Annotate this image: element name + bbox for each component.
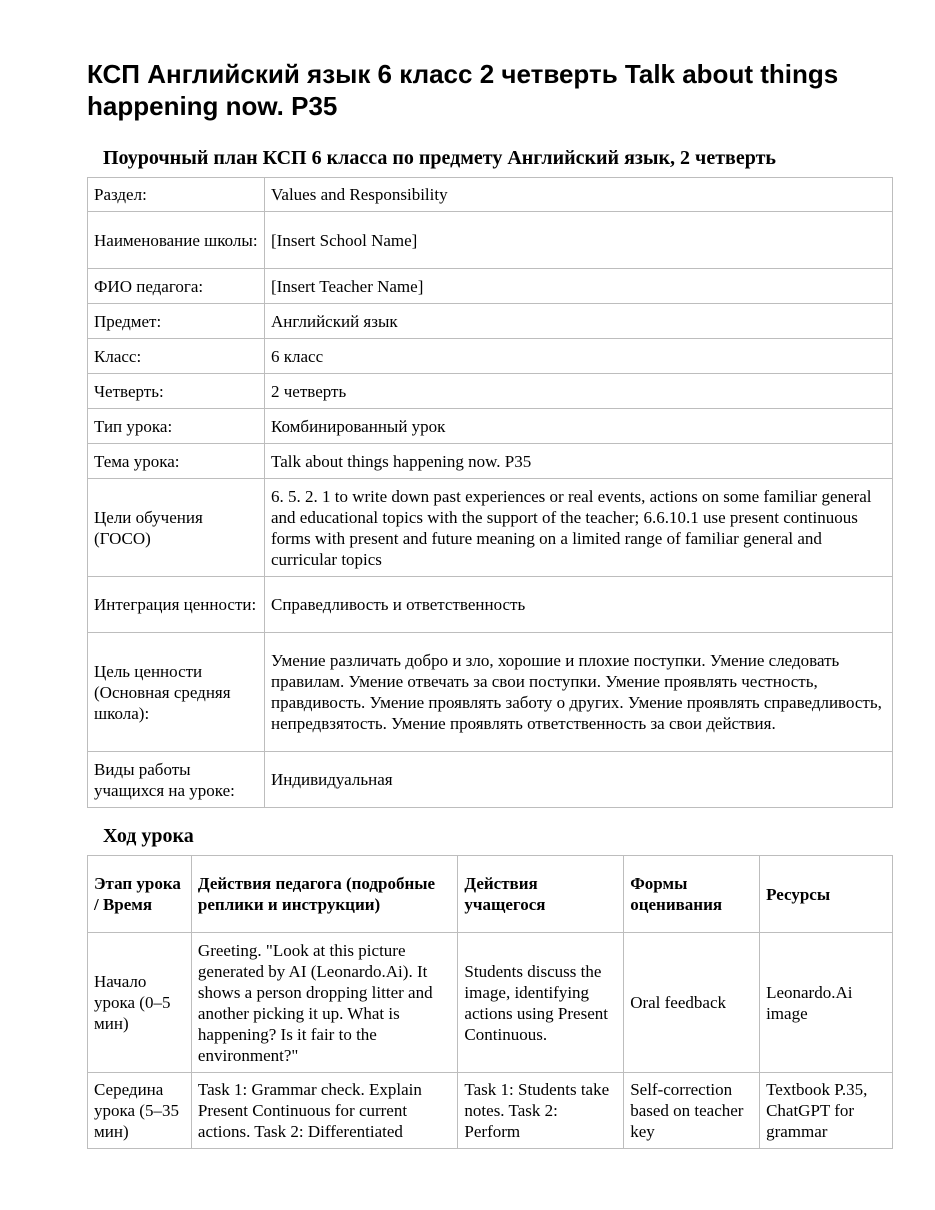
info-label: Тип урока: [88, 409, 265, 444]
info-value: [Insert Teacher Name] [265, 269, 893, 304]
table-row [88, 374, 893, 409]
info-value: Talk about things happening now. P35 [265, 444, 893, 479]
info-label: Предмет: [88, 304, 265, 339]
table-row [88, 269, 893, 304]
column-header-assessment: Формы оценивания [624, 856, 760, 933]
table-row [88, 212, 893, 269]
info-value: Values and Responsibility [265, 178, 893, 212]
table-row [88, 633, 893, 752]
stage-cell: Середина урока (5–35 мин) [88, 1073, 192, 1149]
page-title: КСП Английский язык 6 класс 2 четверть Talk about things happening now. P35 [87, 59, 839, 121]
table-row [88, 479, 893, 577]
teacher-actions-cell: Task 1: Grammar check. Explain Present Continuous for current actions. Task 2: Differentiated [191, 1073, 458, 1149]
info-label: Интеграция ценности: [88, 577, 265, 633]
info-value: Комбинированный урок [265, 409, 893, 444]
info-value: 6. 5. 2. 1 to write down past experiences or real events, actions on some familiar general and educational topics with the support of the teacher; 6.6.10.1 use present continuous forms with present and future meaning on a limited range of familiar general and curricular topics [265, 479, 893, 577]
table-row [88, 339, 893, 374]
column-header-teacher-actions: Действия педагога (подробные реплики и инструкции) [191, 856, 458, 933]
table-row [88, 577, 893, 633]
info-value: Индивидуальная [265, 752, 893, 808]
document-page [87, 58, 893, 1149]
student-actions-cell: Students discuss the image, identifying actions using Present Continuous. [458, 933, 624, 1073]
info-value: 6 класс [265, 339, 893, 374]
column-header-stage: Этап урока / Время [88, 856, 192, 933]
table-row [88, 1073, 893, 1149]
info-label: Наименование школы: [88, 212, 265, 269]
info-value: Умение различать добро и зло, хорошие и плохие поступки. Умение следовать правилам. Умение отвечать за свои поступки. Умение проявлять честность, правдивость. Умение проявлять заботу о других. Умение проявлять справедливость, непредвзятость. Умение проявлять ответственность за свои действия. [265, 633, 893, 752]
plan-heading: Поурочный план КСП 6 класса по предмету Английский язык, 2 четверть [103, 147, 776, 169]
info-label: Четверть: [88, 374, 265, 409]
info-label: Класс: [88, 339, 265, 374]
info-label: Виды работы учащихся на уроке: [88, 752, 265, 808]
assessment-cell: Self-correction based on teacher key [624, 1073, 760, 1149]
info-label: Тема урока: [88, 444, 265, 479]
lesson-flow-heading: Ход урока [103, 825, 194, 847]
info-value: Английский язык [265, 304, 893, 339]
info-label: Цель ценности (Основная средняя школа): [88, 633, 265, 752]
table-row [88, 409, 893, 444]
table-header-row [88, 856, 893, 933]
table-row [88, 178, 893, 212]
resources-cell: Leonardo.Ai image [760, 933, 893, 1073]
table-row [88, 752, 893, 808]
info-value: Справедливость и ответственность [265, 577, 893, 633]
info-label: ФИО педагога: [88, 269, 265, 304]
info-value: [Insert School Name] [265, 212, 893, 269]
table-row [88, 304, 893, 339]
info-value: 2 четверть [265, 374, 893, 409]
resources-cell: Textbook P.35, ChatGPT for grammar [760, 1073, 893, 1149]
info-label: Раздел: [88, 178, 265, 212]
column-header-resources: Ресурсы [760, 856, 893, 933]
lesson-flow-table [87, 855, 893, 1149]
assessment-cell: Oral feedback [624, 933, 760, 1073]
table-row [88, 444, 893, 479]
lesson-info-table [87, 177, 893, 808]
stage-cell: Начало урока (0–5 мин) [88, 933, 192, 1073]
column-header-student-actions: Действия учащегося [458, 856, 624, 933]
info-label: Цели обучения (ГОСО) [88, 479, 265, 577]
student-actions-cell: Task 1: Students take notes. Task 2: Perform [458, 1073, 624, 1149]
teacher-actions-cell: Greeting. "Look at this picture generated by AI (Leonardo.Ai). It shows a person dropping litter and another picking it up. What is happening? Is it fair to the environment?" [191, 933, 458, 1073]
table-row [88, 933, 893, 1073]
